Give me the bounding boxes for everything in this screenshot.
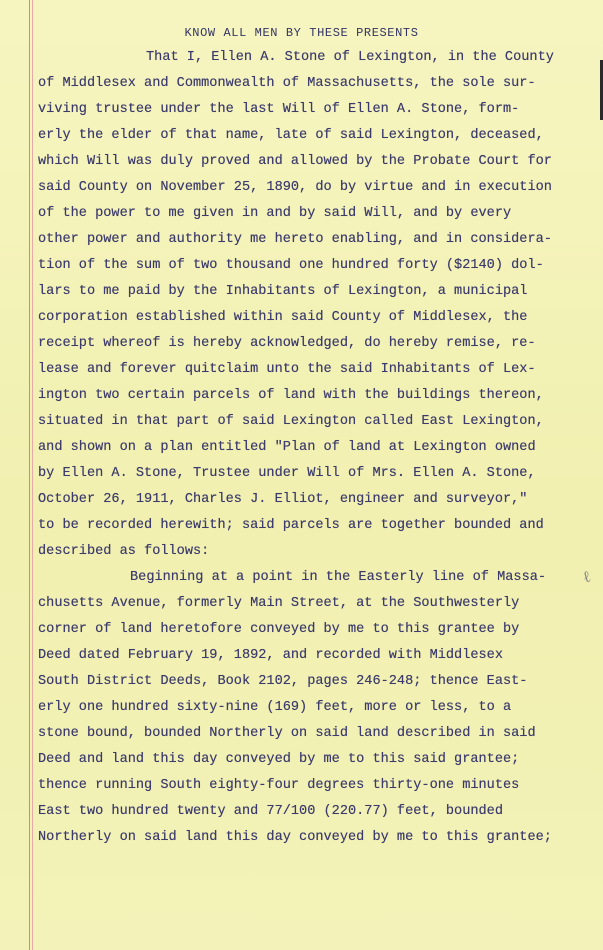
text-line: Deed and land this day conveyed by me to this said grantee;	[38, 752, 520, 767]
text-line: erly the elder of that name, late of said Lexington, deceased,	[38, 128, 544, 143]
text-line: receipt whereof is hereby acknowledged, do hereby remise, re-	[38, 336, 536, 351]
text-line: which Will was duly proved and allowed by the Probate Court for	[38, 154, 552, 169]
pencil-mark-icon: ℓ	[580, 566, 593, 587]
text-line: October 26, 1911, Charles J. Elliot, engineer and surveyor,"	[38, 492, 528, 507]
text-line: East two hundred twenty and 77/100 (220.77) feet, bounded	[38, 804, 503, 819]
text-line: described as follows:	[38, 544, 210, 559]
text-line: of Middlesex and Commonwealth of Massachusetts, the sole sur-	[38, 76, 536, 91]
text-line: and shown on a plan entitled "Plan of land at Lexington owned	[38, 440, 536, 455]
text-line: ington two certain parcels of land with the buildings thereon,	[38, 388, 544, 403]
text-line: tion of the sum of two thousand one hundred forty ($2140) dol-	[38, 258, 544, 273]
text-line: corner of land heretofore conveyed by me to this grantee by	[38, 622, 520, 637]
margin-rule	[29, 0, 30, 950]
text-line: That I, Ellen A. Stone of Lexington, in the County	[146, 50, 554, 65]
text-line: Northerly on said land this day conveyed by me to this grantee;	[38, 830, 552, 845]
text-line: chusetts Avenue, formerly Main Street, at the Southwesterly	[38, 596, 520, 611]
text-line: corporation established within said County of Middlesex, the	[38, 310, 528, 325]
text-line: thence running South eighty-four degrees thirty-one minutes	[38, 778, 520, 793]
text-line: South District Deeds, Book 2102, pages 246-248; thence East-	[38, 674, 528, 689]
text-line: situated in that part of said Lexington called East Lexington,	[38, 414, 544, 429]
text-line: by Ellen A. Stone, Trustee under Will of Mrs. Ellen A. Stone,	[38, 466, 536, 481]
text-line: stone bound, bounded Northerly on said land described in said	[38, 726, 536, 741]
text-line: Deed dated February 19, 1892, and recorded with Middlesex	[38, 648, 503, 663]
text-line: viving trustee under the last Will of Ellen A. Stone, form-	[38, 102, 520, 117]
document-heading: KNOW ALL MEN BY THESE PRESENTS	[184, 26, 419, 40]
text-line: Beginning at a point in the Easterly line of Massa-	[130, 570, 547, 585]
text-line: other power and authority me hereto enabling, and in considera-	[38, 232, 552, 247]
text-line: erly one hundred sixty-nine (169) feet, more or less, to a	[38, 700, 512, 715]
text-line: said County on November 25, 1890, do by virtue and in execution	[38, 180, 552, 195]
text-line: of the power to me given in and by said Will, and by every	[38, 206, 512, 221]
text-line: lease and forever quitclaim unto the said Inhabitants of Lex-	[38, 362, 536, 377]
text-line: lars to me paid by the Inhabitants of Lexington, a municipal	[38, 284, 528, 299]
text-line: to be recorded herewith; said parcels are together bounded and	[38, 518, 544, 533]
